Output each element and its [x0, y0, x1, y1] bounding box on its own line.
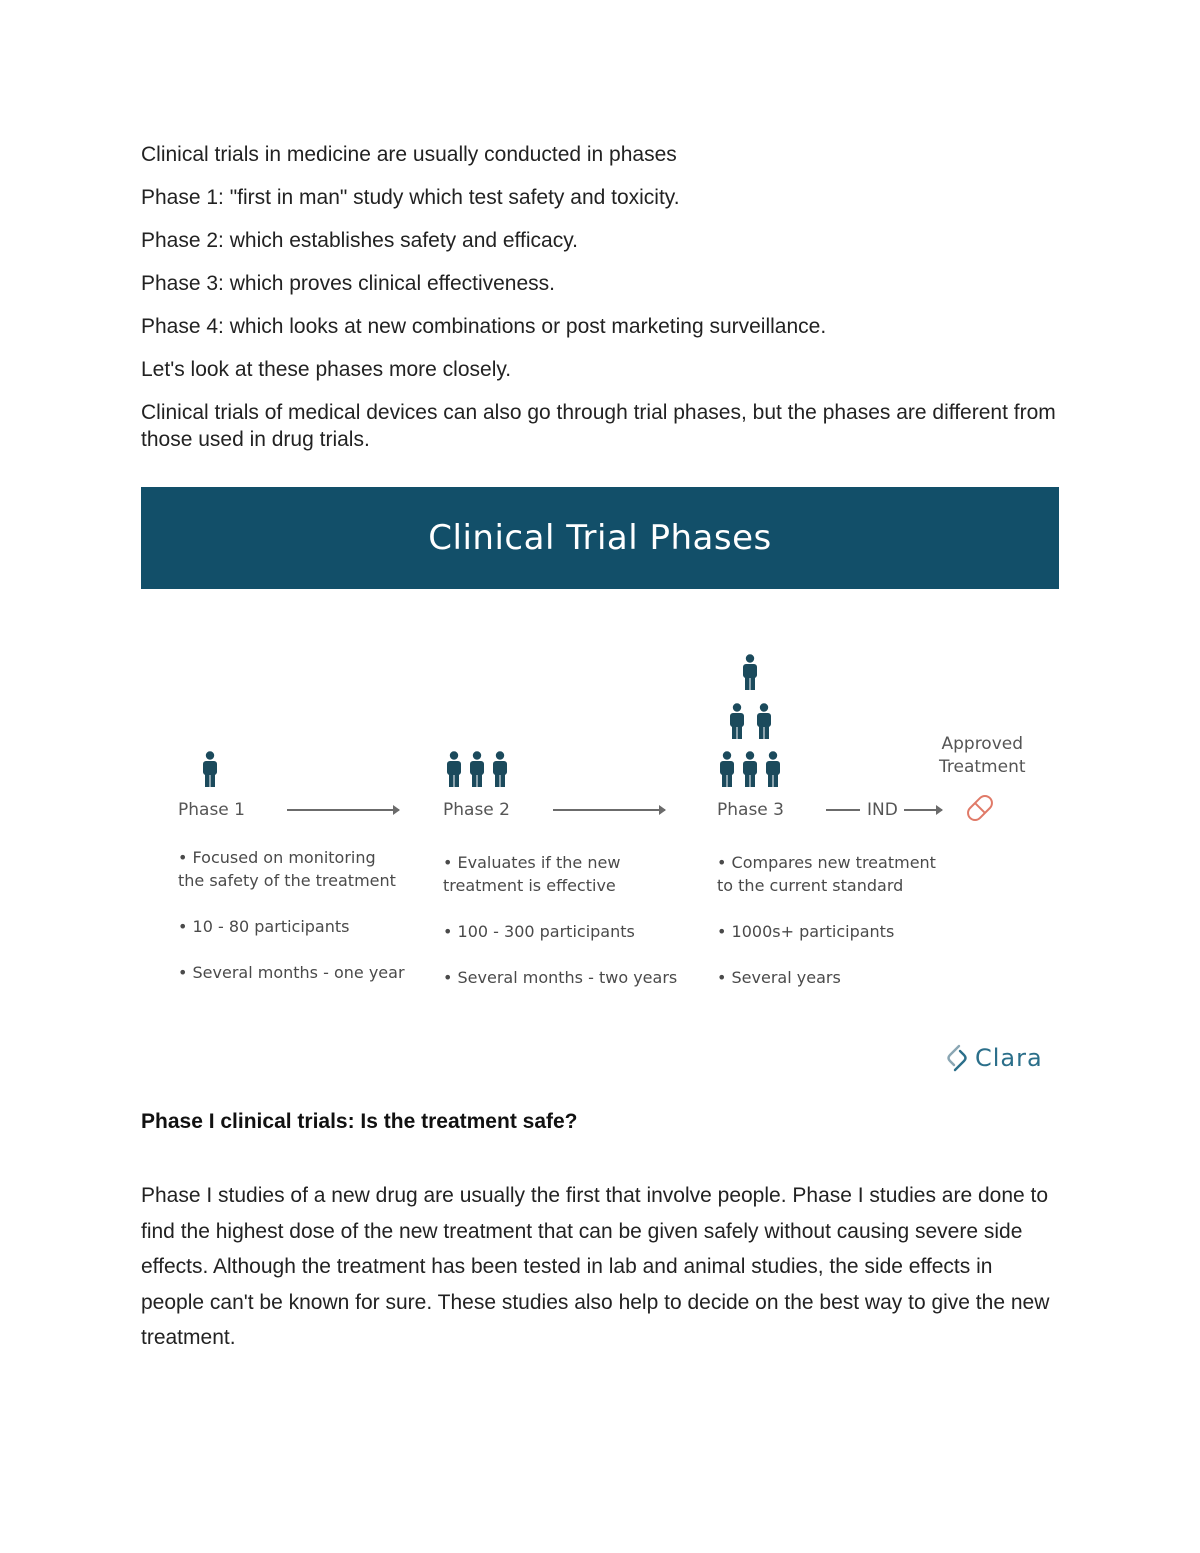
clinical-trial-phases-figure — [141, 487, 1059, 1087]
phase-3-bullet-focus-cont: to the current standard — [717, 876, 904, 895]
person-icon — [727, 703, 747, 739]
section-body: Phase I studies of a new drug are usually the first that involve people. Phase I studies are done to find the highest dose of the new treatment that can be given safely without causing severe side effects. Although the treatment has been tested in lab and animal studies, the side effects in people can't be known for sure. These studies also help to decide on the best way to give the new treatment. — [141, 1184, 1050, 1349]
intro-text — [141, 141, 1061, 469]
phase-1-bullet-focus-cont: the safety of the treatment — [178, 871, 396, 890]
section-heading: Phase I clinical trials: Is the treatment safe? — [141, 1110, 578, 1133]
clara-logo-icon — [945, 1043, 969, 1073]
person-icon — [200, 751, 220, 787]
person-icon — [444, 751, 464, 787]
intro-paragraph: Let's look at these phases more closely. — [141, 358, 512, 381]
phase-2-bullet-focus: • Evaluates if the new — [443, 853, 621, 872]
intro-paragraph: Phase 3: which proves clinical effectiveness. — [141, 272, 555, 295]
approved-treatment-label — [939, 733, 1026, 779]
clara-logo-text: Clara — [975, 1044, 1043, 1072]
phase-1-bullet-focus: • Focused on monitoring — [178, 848, 376, 867]
intro-paragraph: Phase 2: which establishes safety and efficacy. — [141, 229, 578, 252]
intro-paragraph: Clinical trials in medicine are usually conducted in phases — [141, 143, 677, 166]
arrow-phase-1-to-2 — [287, 809, 399, 811]
phase-2-label: Phase 2 — [443, 800, 510, 820]
phase-1-bullet-participants: • 10 - 80 participants — [178, 917, 350, 936]
phase-3-bullet-duration: • Several years — [717, 968, 841, 987]
arrow-phase-2-to-3 — [553, 809, 665, 811]
person-icon — [717, 751, 737, 787]
phase-2-bullet-focus-cont: treatment is effective — [443, 876, 616, 895]
arrow-to-approved — [904, 809, 942, 811]
person-icon — [740, 751, 760, 787]
phase-2-bullet-duration: • Several months - two years — [443, 968, 678, 987]
intro-paragraph: Clinical trials of medical devices can also go through trial phases, but the phases are different from those used in drug trials. — [141, 401, 1056, 451]
ind-label: IND — [867, 800, 898, 820]
phase-3-bullet-participants: • 1000s+ participants — [717, 922, 895, 941]
person-icon — [467, 751, 487, 787]
person-icon — [763, 751, 783, 787]
person-icon — [740, 654, 760, 690]
person-icon — [754, 703, 774, 739]
pill-icon — [964, 792, 996, 824]
phase-2-bullet-participants: • 100 - 300 participants — [443, 922, 635, 941]
phase-1-bullet-duration: • Several months - one year — [178, 963, 405, 982]
intro-paragraph: Phase 4: which looks at new combinations or post marketing surveillance. — [141, 315, 827, 338]
figure-title: Clinical Trial Phases — [428, 518, 772, 558]
approved-line-1: Approved — [941, 734, 1024, 754]
clara-logo — [945, 1043, 1043, 1073]
intro-paragraph: Phase 1: "first in man" study which test safety and toxicity. — [141, 186, 680, 209]
figure-banner — [141, 487, 1059, 589]
phase-3-bullet-focus: • Compares new treatment — [717, 853, 936, 872]
phase-1-label: Phase 1 — [178, 800, 245, 820]
approved-line-2: Treatment — [939, 757, 1026, 777]
ind-line — [826, 809, 860, 811]
phase-3-label: Phase 3 — [717, 800, 784, 820]
person-icon — [490, 751, 510, 787]
